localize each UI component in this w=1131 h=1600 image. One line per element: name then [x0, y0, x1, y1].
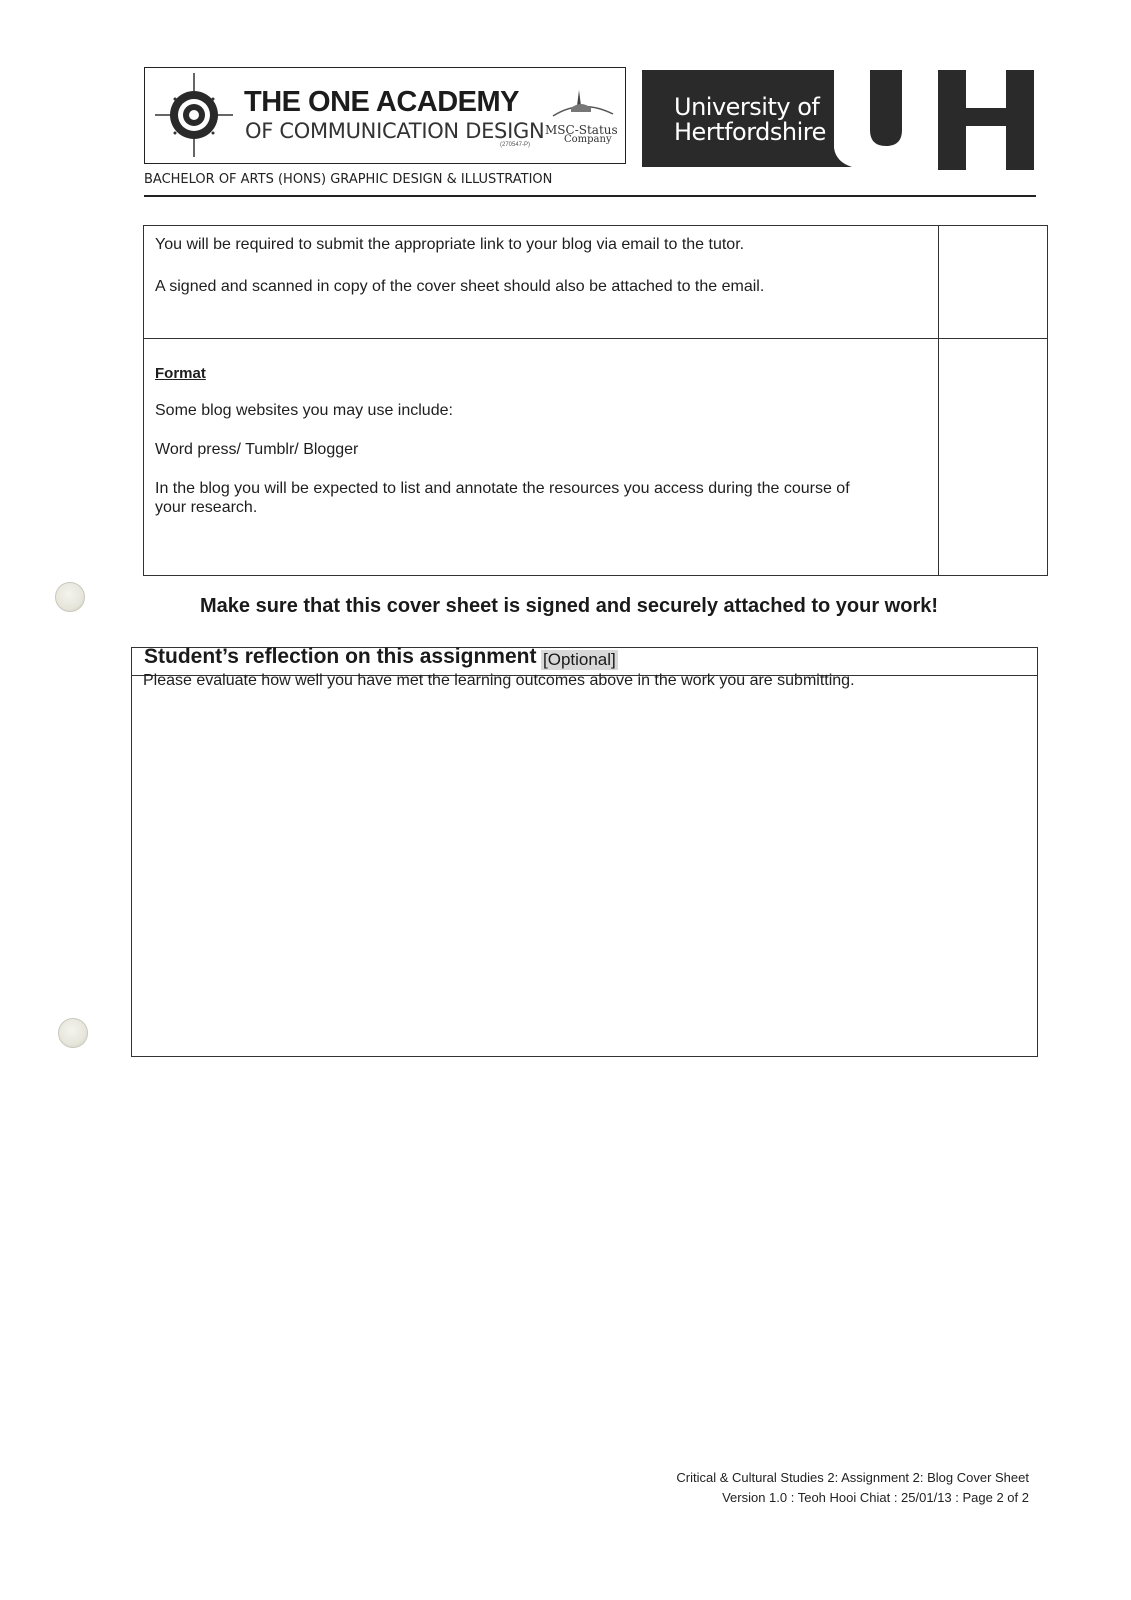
optional-tag: [Optional]: [543, 650, 616, 669]
instruction-submit-link: You will be required to submit the appropriate link to your blog via email to the tutor.: [155, 236, 745, 253]
academy-logo-box: [144, 67, 626, 164]
reflection-box[interactable]: [131, 647, 1038, 1057]
academy-title: THE ONE ACADEMY: [244, 86, 519, 118]
academy-registration-number: (270547-P): [500, 142, 531, 148]
reminder-text: Make sure that this cover sheet is signed and securely attached to your work!: [200, 595, 939, 617]
reflection-prompt: Please evaluate how well you have met the learning outcomes above in the work you are submitting.: [143, 672, 855, 689]
footer-document-title: Critical & Cultural Studies 2: Assignment 2: Blog Cover Sheet: [676, 1470, 1029, 1485]
punch-hole: [55, 582, 85, 612]
table-row-divider: [144, 338, 1047, 339]
format-heading: Format: [155, 365, 206, 382]
footer-version-info: Version 1.0 : Teoh Hooi Chiat : 25/01/13 : Page 2 of 2: [722, 1490, 1029, 1505]
format-line-websites: Some blog websites you may use include:: [155, 402, 453, 419]
uh-name-line2: Hertfordshire: [674, 118, 826, 146]
msc-status-label: MSC-Status: [545, 123, 618, 137]
reflection-title: Student’s reflection on this assignment: [144, 645, 537, 668]
msc-company-label: Company: [564, 134, 612, 145]
compass-logo-icon: [153, 71, 235, 159]
degree-title: BACHELOR OF ARTS (HONS) GRAPHIC DESIGN & ILLUSTRATION: [144, 172, 553, 187]
format-line-annotate: In the blog you will be expected to list and annotate the resources you access during the course of: [155, 480, 850, 497]
msc-status-logo-icon: [543, 88, 621, 120]
table-column-divider: [938, 226, 939, 575]
format-line-annotate-cont: your research.: [155, 499, 258, 516]
punch-hole: [58, 1018, 88, 1048]
header-divider: [144, 195, 1036, 197]
format-line-platforms: Word press/ Tumblr/ Blogger: [155, 441, 359, 458]
instruction-attach-cover: A signed and scanned in copy of the cover sheet should also be attached to the email.: [155, 278, 765, 295]
uh-name-line1: University of: [674, 93, 820, 121]
academy-subtitle: OF COMMUNICATION DESIGN: [245, 119, 545, 143]
uh-logo-icon: [868, 70, 1036, 170]
